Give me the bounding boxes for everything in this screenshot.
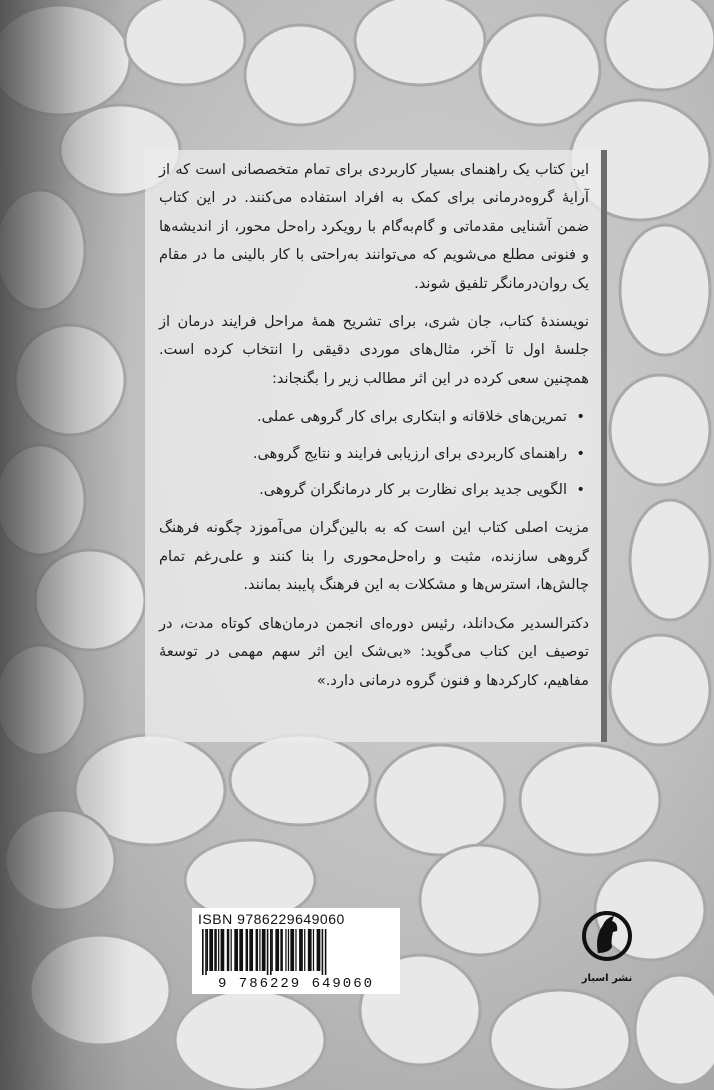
publisher-name: نشر اسبار	[581, 973, 633, 984]
isbn-digits: 9 786229 649060	[217, 976, 375, 992]
blurb-bullet-2: • راهنمای کاربردی برای ارزیابی فرایند و نتایج گروهی.	[159, 440, 567, 468]
isbn-label: ISBN 9786229649060	[198, 911, 345, 927]
isbn-barcode	[192, 908, 400, 994]
blurb-bullet-3: • الگویی جدید برای نظارت بر کار درمانگران گروهی.	[159, 476, 567, 504]
blurb-paragraph-2: نویسندهٔ کتاب، جان شری، برای تشریح همهٔ مراحل فرایند درمان از جلسهٔ اول تا آخر، مثال‌های موردی دقیقی را انتخاب کرده است. همچنین سعی کرده در این اثر مطالب زیر را بگنجاند:	[159, 313, 589, 387]
blurb-paragraph-3: مزیت اصلی کتاب این است که به بالین‌گران می‌آموزد چگونه فرهنگ گروهی سازنده، مثبت و راه‌حل‌محوری را بنا کنند و علی‌رغم تمام چالش‌ها، استرس‌ها و مشکلات به این فرهنگ پایبند بمانند.	[159, 519, 589, 594]
barcode-bars-icon	[198, 929, 394, 975]
spine-shadow	[0, 0, 130, 1090]
blurb-bullet-list	[159, 403, 589, 504]
horse-head-logo-icon	[581, 905, 633, 967]
publisher-mark	[576, 905, 638, 995]
blurb-bullet-1: • تمرین‌های خلاقانه و ابتکاری برای کار گروهی عملی.	[159, 403, 567, 431]
blurb-panel	[145, 150, 607, 742]
blurb-paragraph-4: دکترالسدیر مک‌دانلد، رئیس دوره‌ای انجمن درمان‌های کوتاه مدت، در توصیف این کتاب می‌گوید: «بی‌شک این اثر سهم مهمی در توسعهٔ مفاهیم، کارکردها و فنون گروه درمانی دارد.»	[159, 614, 589, 689]
blurb-paragraph-1: این کتاب یک راهنمای بسیار کاربردی برای تمام متخصصانی است که از آرایهٔ گروه‌درمانی برای کمک به افراد استفاده می‌کنند. در این کتاب ضمن آشنایی مقدماتی و گام‌به‌گام با رویکرد راه‌حل محور، از اندیشه‌ها و فنونی مطلع می‌شویم که می‌توانند به‌راحتی با کار بالینی ما در مقام یک روان‌درمانگر تلفیق شوند.	[159, 161, 589, 292]
